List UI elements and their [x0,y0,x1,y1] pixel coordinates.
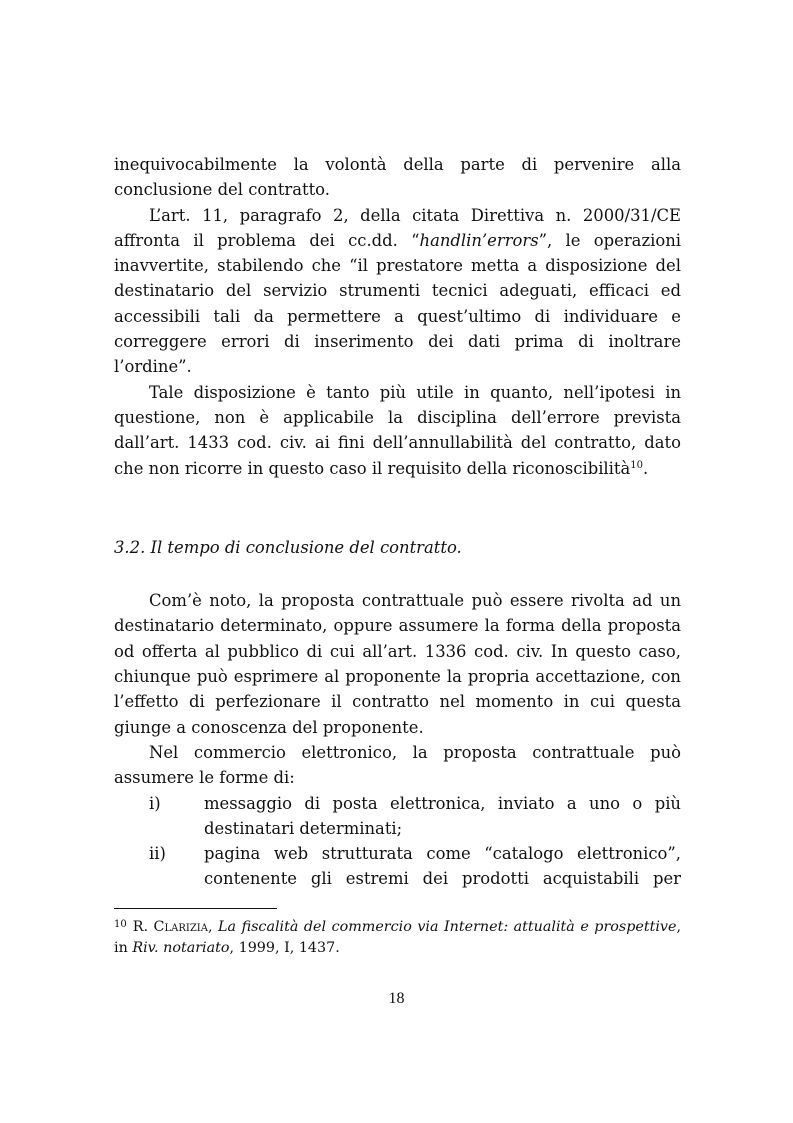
footnote-journal: Riv. notariato [132,940,230,956]
paragraph-continuation: inequivocabilmente la volontà della parte di pervenire alla conclusione del contratto. [114,155,681,200]
footnote-author: R. Clarizia [132,919,208,935]
list-item-text: messaggio di posta elettronica, inviato a uno o più destinatari determinati; [204,793,681,838]
list-item [114,841,681,892]
list-marker: ii) [149,844,166,864]
page-number: 18 [388,990,405,1007]
footnote [114,914,681,959]
paragraph-ecommerce: Nel commercio elettronico, la proposta contrattuale può assumere le forme di: [114,742,681,788]
footnote-citation: , 1999, I, 1437. [229,940,340,956]
proposal-forms-list [114,791,681,892]
footnote-title: La fiscalità del commercio via Internet: attualità e prospettive [218,919,677,935]
list-marker: i) [149,793,161,813]
list-item-text: pagina web strutturata come “catalogo elettronico”, contenente gli estremi dei prodotti acquistabili per [204,844,681,889]
footnote-divider [114,908,277,909]
footnote-separator: , in [114,919,681,956]
footnote-reference: 10 [630,459,644,471]
footnote-separator: , [207,919,219,935]
paragraph-error-text: Tale disposizione è tanto più utile in quanto, nell’ipotesi in questione, non è applicabile la disciplina dell’errore prevista dall’art. 1433 cod. civ. ai fini dell’annullabilità del contratto, dato che non ricorre in questo caso il requisito della riconoscibilità [114,382,681,478]
paragraph-error-end: . [643,458,649,478]
paragraph-directive [114,203,681,380]
paragraph-directive-text-a: L’art. 11, paragrafo 2, della citata Direttiva n. 2000/31/CE affronta il problema dei cc.dd. “ [114,205,681,250]
section-heading: 3.2. Il tempo di conclusione del contratto. [114,537,462,557]
list-item [114,791,681,842]
footnote-number: 10 [114,919,127,930]
paragraph-error-discipline [114,380,681,481]
paragraph-proposal: Com’è noto, la proposta contrattuale può essere rivolta ad un destinatario determinato, oppure assumere la forma della proposta od offerta al pubblico di cui all’art. 1336 cod. civ. In questo caso, chiunque può esprimere al proponente la propria accettazione, con l’effetto di perfezionare il contratto nel momento in cui questa giunge a conoscenza del proponente. [114,591,681,737]
page-body [114,152,681,892]
paragraph-directive-text-b: ”, le operazioni inavvertite, stabilendo che “il prestatore metta a disposizione del destinatario del servizio strumenti tecnici adeguati, efficaci ed accessibili tali da permettere a quest’ultimo di individuare e correggere errori di inserimento dei dati prima di inoltrare l’ordine”. [114,230,681,377]
paragraph-directive-italic: handlin’errors [419,230,539,250]
